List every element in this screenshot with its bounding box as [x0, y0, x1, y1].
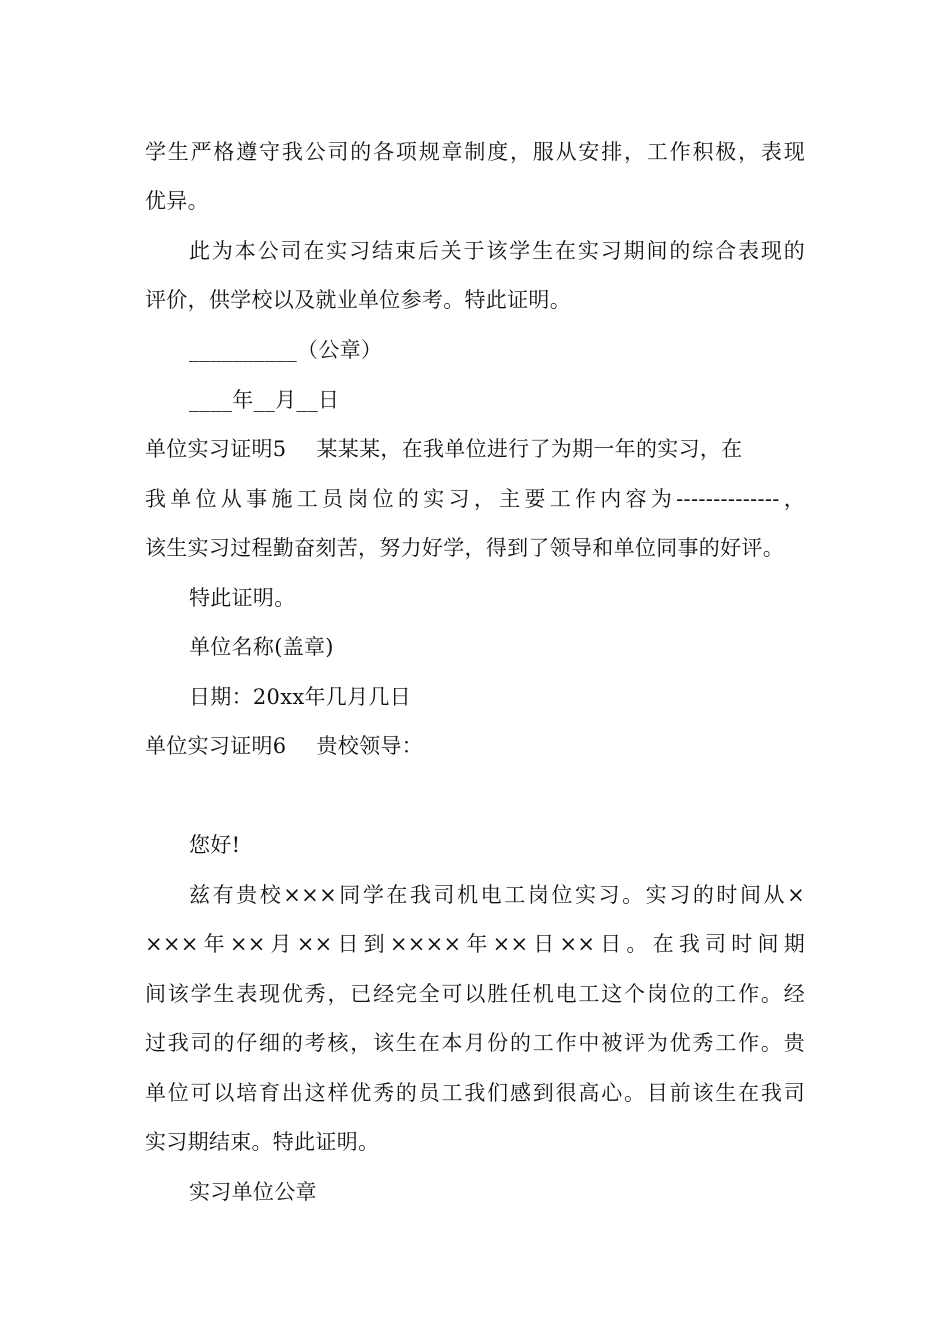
cert5-body-start: 某某某，在我单位进行了为期一年的实习，在: [316, 437, 743, 461]
paragraph-line: 兹有贵校×××同学在我司机电工岗位实习。实习的时间从×: [189, 883, 805, 907]
cert5-first-line: [145, 434, 742, 464]
paragraph-line: 学生严格遵守我公司的各项规章制度，服从安排，工作积极，表现: [145, 140, 805, 164]
paragraph-line: 我单位从事施工员岗位的实习，主要工作内容为--------------，: [145, 487, 805, 511]
cert5-heading: 单位实习证明5: [145, 437, 287, 461]
paragraph-line: 实习期结束。特此证明。: [145, 1130, 380, 1154]
date-line: ____年__月__日: [189, 388, 340, 412]
paragraph-line: 过我司的仔细的考核，该生在本月份的工作中被评为优秀工作。贵: [145, 1031, 805, 1055]
salutation: 贵校领导：: [316, 734, 423, 758]
unit-name: 单位名称(盖章): [189, 635, 334, 659]
cert5-date: 日期：20xx年几月几日: [189, 685, 412, 709]
paragraph-line: 间该学生表现优秀，已经完全可以胜任机电工这个岗位的工作。经: [145, 982, 805, 1006]
paragraph-line: 该生实习过程勤奋刻苦，努力好学，得到了领导和单位同事的好评。: [145, 536, 784, 560]
company-seal-label: 实习单位公章: [189, 1180, 317, 1204]
paragraph-line: 单位可以培育出这样优秀的员工我们感到很高心。目前该生在我司: [145, 1081, 805, 1105]
paragraph-line: 优异。: [145, 189, 209, 213]
seal-line: __________（公章）: [189, 338, 383, 362]
paragraph-line: 评价，供学校以及就业单位参考。特此证明。: [145, 288, 571, 312]
paragraph-line: ×××年××月××日到××××年××日××日。在我司时间期: [145, 932, 805, 956]
greeting: 您好!: [189, 833, 241, 857]
cert6-heading: 单位实习证明6: [145, 734, 287, 758]
closing-text: 特此证明。: [189, 586, 296, 610]
paragraph-line: 此为本公司在实习结束后关于该学生在实习期间的综合表现的: [189, 239, 805, 263]
cert6-first-line: [145, 731, 423, 761]
